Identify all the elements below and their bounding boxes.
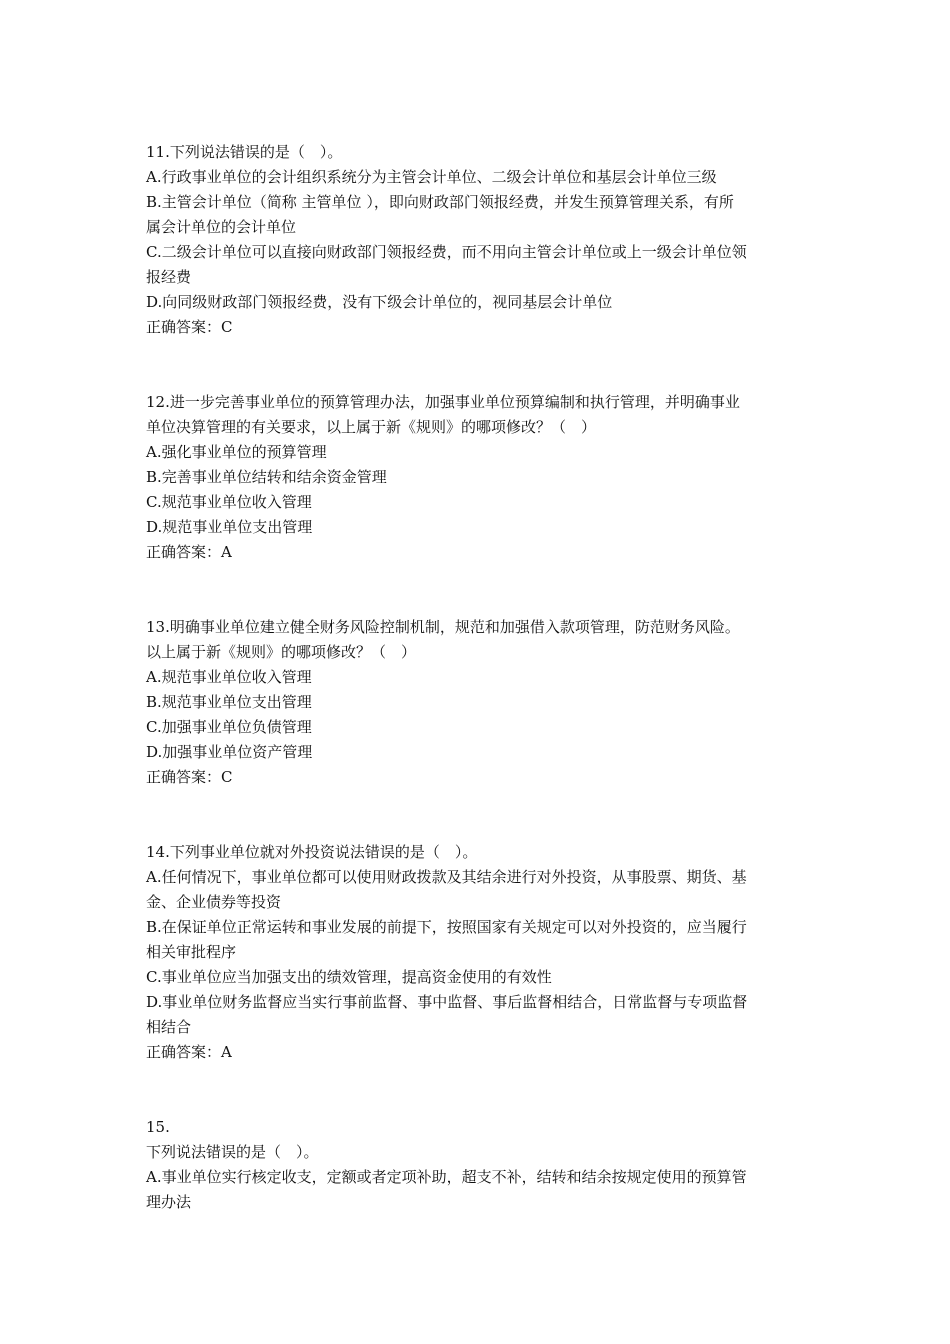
question-stem-continued: 以上属于新《规则》的哪项修改？（ ） (146, 643, 417, 661)
question-stem: 14.下列事业单位就对外投资说法错误的是（ ）。 (146, 843, 478, 861)
option-d: D.事业单位财务监督应当实行事前监督、事中监督、事后监督相结合，日常监督与专项监督 (146, 993, 748, 1011)
question-number: 15. (146, 1118, 170, 1136)
option-d: D.加强事业单位资产管理 (146, 743, 313, 761)
option-d: D.规范事业单位支出管理 (146, 518, 313, 536)
question-13 (146, 615, 810, 790)
option-c: C.二级会计单位可以直接向财政部门领报经费，而不用向主管会计单位或上一级会计单位领 (146, 243, 747, 261)
option-d-continued: 相结合 (146, 1018, 192, 1036)
option-b: B.在保证单位正常运转和事业发展的前提下，按照国家有关规定可以对外投资的，应当履行 (146, 918, 747, 936)
option-c: C.加强事业单位负债管理 (146, 718, 312, 736)
correct-answer: 正确答案：C (146, 768, 233, 786)
option-b: B.规范事业单位支出管理 (146, 693, 312, 711)
question-15 (146, 1115, 810, 1215)
option-a: A.事业单位实行核定收支，定额或者定项补助，超支不补，结转和结余按规定使用的预算管 (146, 1168, 747, 1186)
option-a: A.任何情况下，事业单位都可以使用财政拨款及其结余进行对外投资，从事股票、期货、基 (146, 868, 747, 886)
question-12 (146, 390, 810, 565)
option-b-continued: 相关审批程序 (146, 943, 237, 961)
question-11 (146, 140, 810, 340)
option-a: A.行政事业单位的会计组织系统分为主管会计单位、二级会计单位和基层会计单位三级 (146, 168, 717, 186)
correct-answer: 正确答案：A (146, 543, 232, 561)
option-c-continued: 报经费 (146, 268, 192, 286)
option-b: B.主管会计单位（简称 主管单位 ），即向财政部门领报经费，并发生预算管理关系，有所 (146, 193, 734, 211)
correct-answer: 正确答案：A (146, 1043, 232, 1061)
question-stem: 12.进一步完善事业单位的预算管理办法，加强事业单位预算编制和执行管理，并明确事业 (146, 393, 740, 411)
option-a-continued: 金、企业债券等投资 (146, 893, 282, 911)
question-stem: 11.下列说法错误的是（ ）。 (146, 143, 343, 161)
option-a: A.规范事业单位收入管理 (146, 668, 312, 686)
question-14 (146, 840, 810, 1065)
option-a-continued: 理办法 (146, 1193, 192, 1211)
option-b-continued: 属会计单位的会计单位 (146, 218, 297, 236)
option-d: D.向同级财政部门领报经费，没有下级会计单位的，视同基层会计单位 (146, 293, 613, 311)
option-c: C.事业单位应当加强支出的绩效管理，提高资金使用的有效性 (146, 968, 552, 986)
question-stem-continued: 单位决算管理的有关要求，以上属于新《规则》的哪项修改？（ ） (146, 418, 597, 436)
correct-answer: 正确答案：C (146, 318, 233, 336)
question-stem: 13.明确事业单位建立健全财务风险控制机制，规范和加强借入款项管理，防范财务风险。 (146, 618, 740, 636)
option-c: C.规范事业单位收入管理 (146, 493, 312, 511)
question-stem: 下列说法错误的是（ ）。 (146, 1143, 319, 1161)
option-b: B.完善事业单位结转和结余资金管理 (146, 468, 387, 486)
option-a: A.强化事业单位的预算管理 (146, 443, 327, 461)
document-page (146, 140, 810, 1215)
